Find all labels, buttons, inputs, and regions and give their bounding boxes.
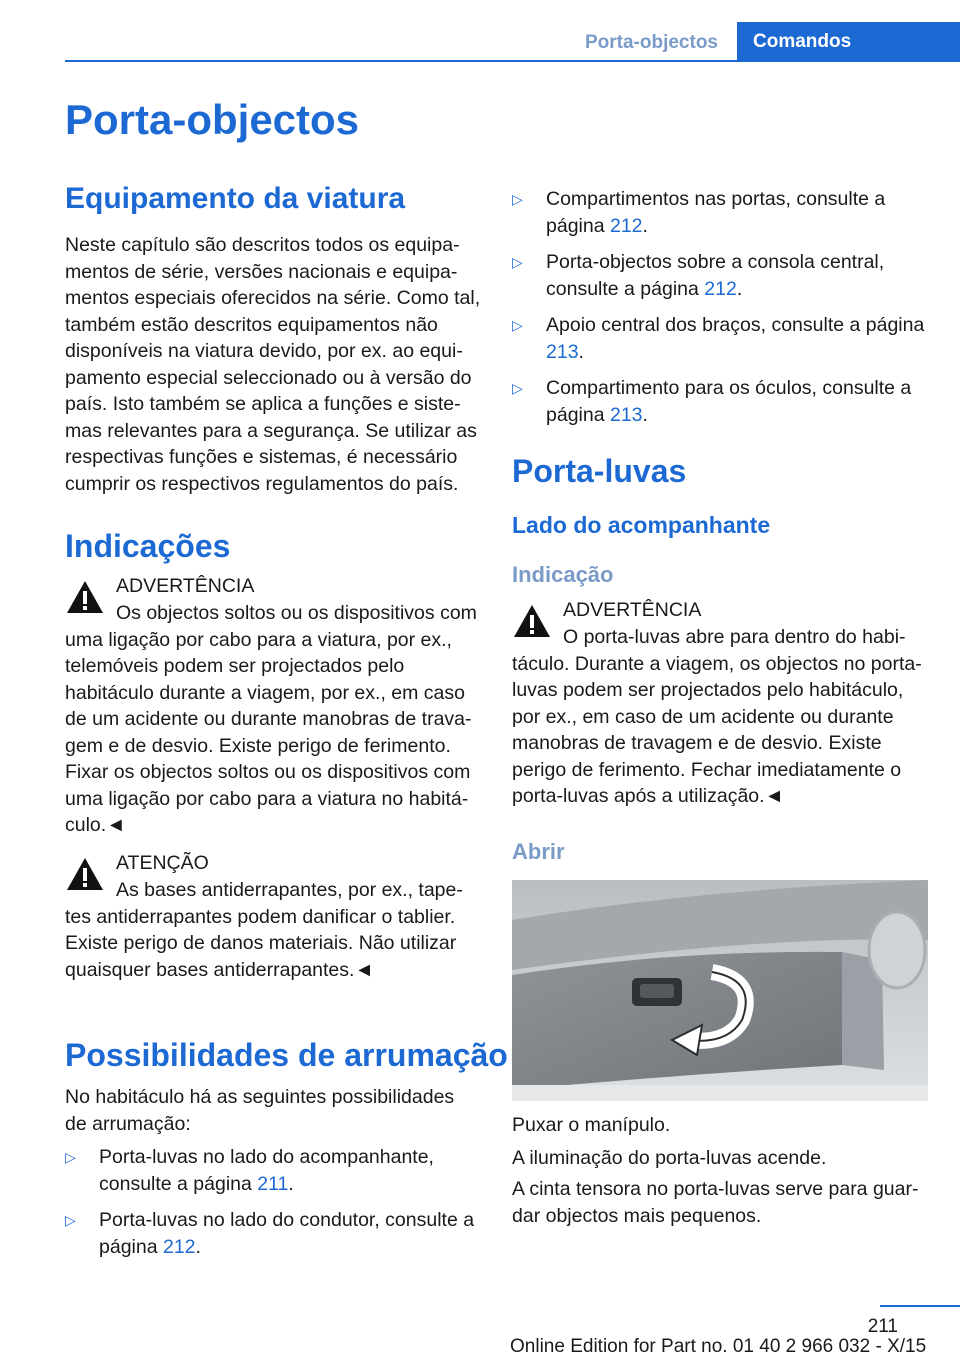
header-divider (65, 60, 960, 62)
heading-porta-luvas: Porta-luvas (512, 453, 687, 489)
heading-lado-acompanhante: Lado do acompanhante (512, 512, 771, 538)
warning-label: ADVERTÊNCIA (116, 575, 255, 597)
triangle-bullet-icon: ▷ (65, 1212, 76, 1228)
page-link[interactable]: 212 (704, 277, 737, 300)
warning-text: O porta-luvas abre para dentro do habitáculo. Durante a viagem, os objectos no porta-luvas podem ser projectados pelo habitáculo, por ex., em caso de um acidente ou durante manobras de travagem e de desvio. Existe perigo de ferimento. Fechar imediatamente o porta-luvas após a utilização.◄ (512, 626, 922, 807)
footer-edition: Online Edition for Part no. 01 40 2 966 032 - X/15 (510, 1336, 927, 1357)
storage-list-left (65, 1144, 481, 1270)
list-item: ▷ Compartimentos nas portas, consulte a página 212. (512, 188, 886, 237)
warning-text: As bases antiderrapantes, por ex., tapetes antiderrapantes podem danificar o tablier. Existe perigo de danos materiais. Não utilizar quaisquer bases antiderrapantes.◄ (65, 879, 463, 981)
page-title: Porta-objectos (65, 96, 360, 143)
list-item: ▷ Porta-luvas no lado do acompanhante, consulte a página 211. (65, 1146, 434, 1195)
triangle-bullet-icon: ▷ (512, 191, 523, 207)
list-item: ▷ Porta-objectos sobre a consola central, consulte a página 212. (512, 251, 885, 300)
page-link[interactable]: 213 (609, 403, 643, 426)
triangle-bullet-icon: ▷ (512, 254, 523, 270)
heading-possibilidades: Possibilidades de arrumação (65, 1037, 508, 1073)
list-item: ▷ Compartimento para os óculos, consulte a página 213. (512, 377, 912, 426)
heading-abrir: Abrir (512, 839, 565, 864)
page-link[interactable]: 212 (609, 214, 643, 237)
warning-label: ADVERTÊNCIA (563, 599, 702, 621)
paragraph-iluminacao: A iluminação do porta-luvas acende. (512, 1147, 827, 1169)
page-number: 211 (867, 1316, 898, 1337)
page-link[interactable]: 211 (257, 1172, 289, 1195)
heading-indicacoes: Indicações (65, 528, 231, 564)
glovebox-drawing (512, 880, 928, 1101)
storage-list-right (512, 186, 928, 438)
warning-text: Os objectos soltos ou os dispositivos com uma ligação por cabo para a viatura, por ex., telemóveis podem ser projectados pelo habitáculo durante a viagem, por ex., em caso de um acidente ou durante manobras de travagem e de desvio. Existe perigo de ferimento. Fixar os objectos soltos ou os dispositivos com uma ligação por cabo para a viatura no habitáculo.◄ (65, 602, 477, 836)
header-chapter-tab: Comandos (737, 22, 960, 62)
paragraph-cinta: A cinta tensora no porta-luvas serve para guardar objectos mais pequenos. (512, 1178, 919, 1227)
triangle-bullet-icon: ▷ (512, 380, 523, 396)
page-link[interactable]: 212 (162, 1235, 196, 1258)
triangle-bullet-icon: ▷ (65, 1149, 76, 1165)
page-link[interactable]: 213 (546, 340, 579, 363)
warning-label: ATENÇÃO (116, 852, 209, 874)
list-item: ▷ Apoio central dos braços, consulte a página 213. (512, 314, 925, 363)
heading-indicacao: Indicação (512, 562, 614, 587)
header-section-label: Porta-objectos (584, 32, 718, 53)
heading-equipamento: Equipamento da viatura (65, 182, 406, 215)
glovebox-illustration (512, 880, 928, 1101)
paragraph-equipamento: Neste capítulo são descritos todos os equipamentos de série, versões nacionais e equipamentos especiais oferecidos na série. Como tal, também estão descritos equipamentos não disponíveis na viatura devido, por ex. ao equipamento especial seleccionado ou à versão do país. Isto também se aplica a funções e sistemas relevantes para a segurança. Se utilizar as respectivas funções e sistemas, é necessário cumprir os respectivos regulamentos do país. (65, 234, 481, 495)
triangle-bullet-icon: ▷ (512, 317, 523, 333)
paragraph-puxar: Puxar o manípulo. (512, 1114, 671, 1136)
page-header (0, 0, 960, 62)
list-item: ▷ Porta-luvas no lado do condutor, consulte a página 212. (65, 1209, 475, 1258)
paragraph-possibilidades: No habitáculo há as seguintes possibilidades de arrumação: (65, 1086, 455, 1135)
footer-divider (880, 1305, 960, 1307)
